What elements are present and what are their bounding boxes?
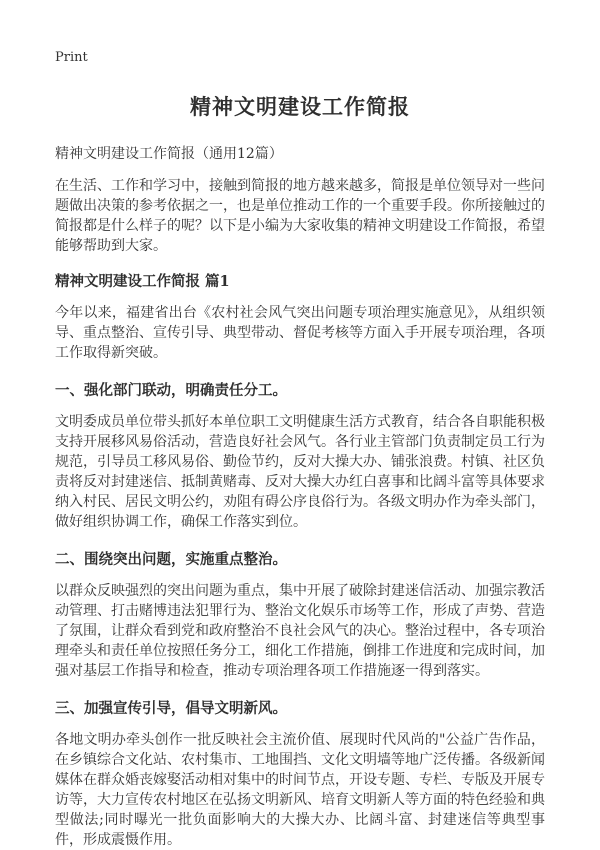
intro-paragraph: 在生活、工作和学习中，接触到简报的地方越来越多，简报是单位领导对一些问题做出决策的参考依据之一，也是单位推动工作的一个重要手段。你所接触过的简报都是什么样子的呢？以下是小编为大家收集的精神文明建设工作简报，希望能够帮助到大家。 <box>55 178 545 254</box>
section-heading: 三、加强宣传引导，倡导文明新风。 <box>55 700 287 717</box>
section-paragraph: 文明委成员单位带头抓好本单位职工文明健康生活方式教育，结合各自职能积极支持开展移风易俗活动，营造良好社会风气。各行业主管部门负责制定员工行为规范，引导员工移风易俗、勤俭节约，反对大操大办、铺张浪费。村镇、社区负责将反对封建迷信、抵制黄赌毒、反对大操大办红白喜事和比阔斗富等具体要求纳入村民、居民文明公约，劝阻有碍公序良俗行为。各级文明办作为牵头部门，做好组织协调工作，确保工作落实到位。 <box>55 414 545 530</box>
section-paragraph: 今年以来，福建省出台《农村社会风气突出问题专项治理实施意见》，从组织领导、重点整治、宣传引导、典型带动、督促考核等方面入手开展专项治理，各项工作取得新突破。 <box>55 305 545 361</box>
section-heading: 二、围绕突出问题，实施重点整治。 <box>55 551 287 568</box>
section-paragraph: 各地文明办牵头创作一批反映社会主流价值、展现时代风尚的"公益广告作品，在乡镇综合文化站、农村集市、工地围挡、文化文明墙等地广泛传播。各级新闻媒体在群众婚丧嫁娶活动相对集中的时间节点，开设专题、专栏、专版及开展专访等，大力宣传农村地区在弘扬文明新风、培育文明新人等方面的特色经验和典型做法;同时曝光一批负面影响大的大操大办、比阔斗富、封建迷信等典型事件，形成震慑作用。 <box>55 732 545 848</box>
print-link[interactable]: Print <box>55 50 88 65</box>
sections-container <box>55 270 545 850</box>
section-paragraph: 以群众反映强烈的突出问题为重点，集中开展了破除封建迷信活动、加强宗教活动管理、打击赌博违法犯罪行为、整治文化娱乐市场等工作，形成了声势、营造了氛围，让群众看到党和政府整治不良社会风气的决心。整治过程中，各专项治理牵头和责任单位按照任务分工，细化工作措施，倒排工作进度和完成时间，加强对基层工作指导和检查，推动专项治理各项工作措施逐一得到落实。 <box>55 583 545 679</box>
section-heading: 精神文明建设工作简报 篇1 <box>55 273 230 290</box>
page-title: 精神文明建设工作简报 <box>190 94 410 119</box>
doc-subtitle: 精神文明建设工作简报（通用12篇） <box>55 146 283 162</box>
section-heading: 一、强化部门联动，明确责任分工。 <box>55 382 287 399</box>
